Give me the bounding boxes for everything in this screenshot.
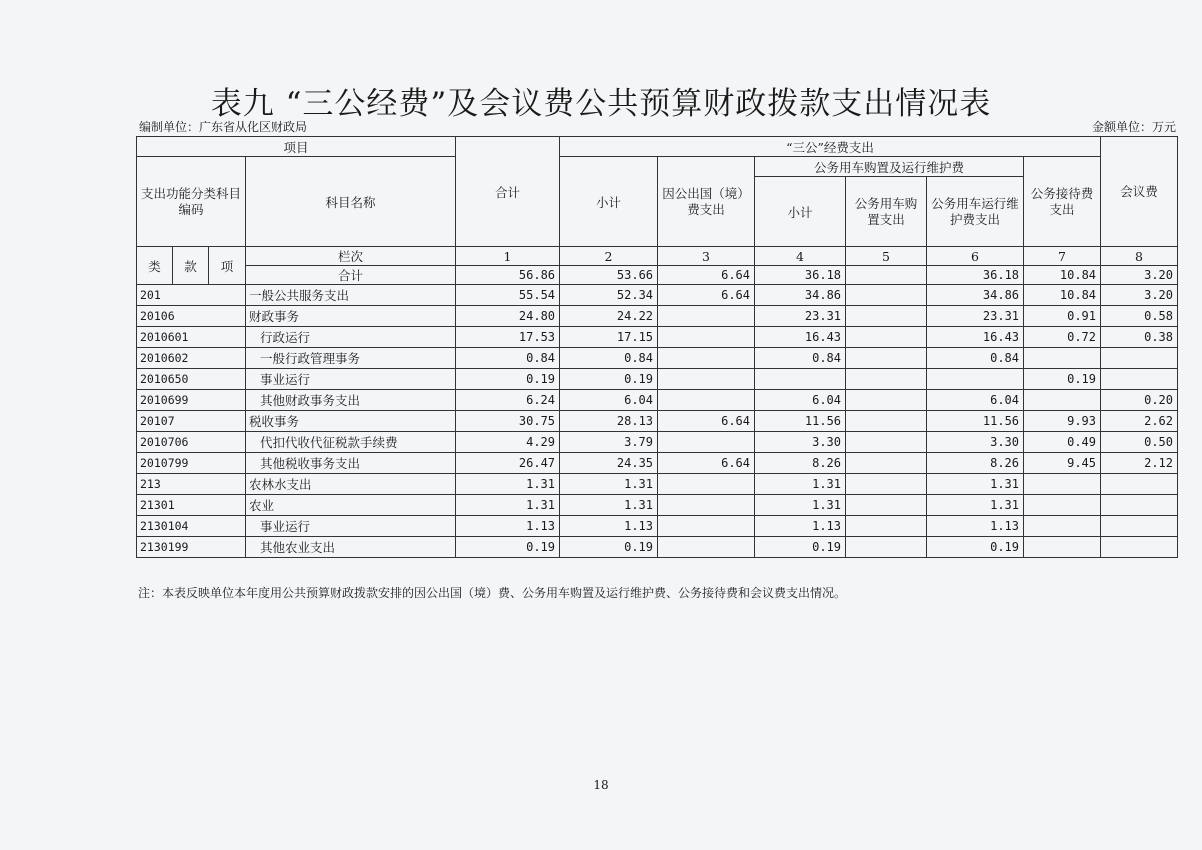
row-value-cell: 1.31 [560,474,658,495]
row-subject-name: 税收事务 [246,411,456,432]
row-value-cell: 9.45 [1024,453,1101,474]
header-sangong: “三公”经费支出 [560,137,1101,157]
row-value-cell: 11.56 [927,411,1024,432]
row-value-cell: 10.84 [1024,285,1101,306]
total-cell: 3.20 [1101,266,1178,285]
row-value-cell: 17.15 [560,327,658,348]
row-value-cell [1101,537,1178,558]
row-value-cell: 1.31 [456,495,560,516]
footnote: 注：本表反映单位本年度用公共预算财政拨款安排的因公出国（境）费、公务用车购置及运行维护费、公务接待费和会议费支出情况。 [138,586,847,600]
row-value-cell [658,495,755,516]
row-value-cell: 6.04 [927,390,1024,411]
header-subtotal: 小计 [560,157,658,247]
total-cell: 36.18 [755,266,846,285]
row-subject-name: 事业运行 [246,369,456,390]
table-row [137,306,1178,327]
table-row [137,537,1178,558]
row-value-cell [927,369,1024,390]
header-vehicle-purchase: 公务用车购置支出 [846,177,927,247]
row-code: 2010650 [137,369,246,390]
row-value-cell: 6.64 [658,285,755,306]
row-code: 213 [137,474,246,495]
row-subject-name: 财政事务 [246,306,456,327]
row-code: 2010699 [137,390,246,411]
row-value-cell [846,537,927,558]
row-value-cell [846,474,927,495]
row-value-cell: 2.62 [1101,411,1178,432]
row-value-cell [1024,474,1101,495]
row-code: 2010799 [137,453,246,474]
header-abroad: 因公出国（境）费支出 [658,157,755,247]
row-value-cell: 6.24 [456,390,560,411]
total-cell: 56.86 [456,266,560,285]
col-num: 1 [456,247,560,266]
row-value-cell: 0.50 [1101,432,1178,453]
header-kuan: 款 [173,247,209,285]
row-value-cell: 24.80 [456,306,560,327]
row-value-cell: 1.13 [560,516,658,537]
row-value-cell: 8.26 [927,453,1024,474]
row-value-cell: 3.20 [1101,285,1178,306]
row-value-cell: 24.22 [560,306,658,327]
row-value-cell [846,516,927,537]
row-value-cell: 23.31 [755,306,846,327]
col-num: 3 [658,247,755,266]
row-subject-name: 农林水支出 [246,474,456,495]
col-num: 4 [755,247,846,266]
row-value-cell: 1.13 [456,516,560,537]
row-value-cell [1101,474,1178,495]
page-title: 表九 “三公经费”及会议费公共预算财政拨款支出情况表 [210,86,992,122]
row-value-cell: 0.20 [1101,390,1178,411]
col-num: 8 [1101,247,1178,266]
row-value-cell: 26.47 [456,453,560,474]
row-value-cell: 1.31 [755,474,846,495]
amount-unit: 金额单位：万元 [1091,120,1176,134]
row-value-cell [846,390,927,411]
row-value-cell: 34.86 [927,285,1024,306]
row-value-cell: 2.12 [1101,453,1178,474]
row-value-cell: 23.31 [927,306,1024,327]
row-subject-name: 一般行政管理事务 [246,348,456,369]
row-subject-name: 事业运行 [246,516,456,537]
row-value-cell: 1.31 [927,495,1024,516]
row-value-cell: 0.19 [456,369,560,390]
row-value-cell: 9.93 [1024,411,1101,432]
row-value-cell [846,495,927,516]
row-value-cell: 0.84 [755,348,846,369]
row-subject-name: 行政运行 [246,327,456,348]
row-code: 21301 [137,495,246,516]
row-value-cell: 0.84 [560,348,658,369]
row-value-cell: 0.84 [456,348,560,369]
total-cell [846,266,927,285]
header-lanci: 栏次 [246,247,456,266]
row-value-cell: 1.13 [927,516,1024,537]
row-value-cell [658,327,755,348]
row-value-cell: 1.31 [755,495,846,516]
row-value-cell [658,537,755,558]
table-row [137,348,1178,369]
row-code: 20107 [137,411,246,432]
row-code: 2130199 [137,537,246,558]
header-func-code: 支出功能分类科目编码 [137,157,246,247]
row-value-cell [1024,348,1101,369]
row-value-cell [846,369,927,390]
row-value-cell: 1.13 [755,516,846,537]
row-value-cell [846,285,927,306]
header-meeting: 会议费 [1101,137,1178,247]
row-value-cell [658,516,755,537]
row-value-cell: 1.31 [927,474,1024,495]
row-value-cell: 6.04 [755,390,846,411]
table-row [137,369,1178,390]
row-value-cell: 0.19 [755,537,846,558]
row-value-cell [846,411,927,432]
row-value-cell [755,369,846,390]
col-num: 2 [560,247,658,266]
row-code: 201 [137,285,246,306]
total-cell: 10.84 [1024,266,1101,285]
table-row [137,285,1178,306]
row-value-cell [846,348,927,369]
row-value-cell: 8.26 [755,453,846,474]
total-cell: 36.18 [927,266,1024,285]
row-value-cell: 0.19 [927,537,1024,558]
table-row [137,474,1178,495]
row-value-cell [1101,369,1178,390]
table-row [137,432,1178,453]
header-lei: 类 [137,247,173,285]
row-code: 2010706 [137,432,246,453]
row-value-cell: 17.53 [456,327,560,348]
row-value-cell: 55.54 [456,285,560,306]
row-value-cell: 1.31 [560,495,658,516]
row-code: 2010602 [137,348,246,369]
row-code: 20106 [137,306,246,327]
row-value-cell: 0.19 [456,537,560,558]
row-value-cell: 0.19 [560,537,658,558]
header-vehicle: 公务用车购置及运行维护费 [755,157,1024,177]
total-cell: 6.64 [658,266,755,285]
row-value-cell: 34.86 [755,285,846,306]
row-subject-name: 一般公共服务支出 [246,285,456,306]
expenditure-table [136,136,1178,558]
row-subject-name: 农业 [246,495,456,516]
row-value-cell: 11.56 [755,411,846,432]
row-value-cell: 0.84 [927,348,1024,369]
page-number: 18 [593,778,609,792]
row-value-cell [1024,495,1101,516]
row-value-cell: 6.04 [560,390,658,411]
row-value-cell [846,327,927,348]
header-reception: 公务接待费支出 [1024,157,1101,247]
header-project: 项目 [137,137,456,157]
header-total: 合计 [456,137,560,247]
row-value-cell: 16.43 [755,327,846,348]
row-code: 2130104 [137,516,246,537]
row-value-cell [1024,516,1101,537]
row-value-cell: 28.13 [560,411,658,432]
row-value-cell: 30.75 [456,411,560,432]
col-num: 7 [1024,247,1101,266]
row-value-cell [1101,348,1178,369]
table-row [137,390,1178,411]
header-vehicle-subtotal: 小计 [755,177,846,247]
row-value-cell: 3.30 [755,432,846,453]
row-value-cell [658,348,755,369]
table-body [137,285,1178,558]
row-value-cell [658,474,755,495]
header-vehicle-run: 公务用车运行维护费支出 [927,177,1024,247]
compiling-unit: 编制单位：广东省从化区财政局 [139,120,308,134]
row-value-cell [658,390,755,411]
row-value-cell [1024,390,1101,411]
table-row [137,453,1178,474]
row-value-cell: 3.79 [560,432,658,453]
total-cell: 53.66 [560,266,658,285]
row-value-cell: 6.64 [658,453,755,474]
row-value-cell [1101,495,1178,516]
col-num: 5 [846,247,927,266]
row-code: 2010601 [137,327,246,348]
row-value-cell [658,369,755,390]
row-value-cell: 0.19 [560,369,658,390]
table-row [137,516,1178,537]
row-subject-name: 其他财政事务支出 [246,390,456,411]
row-value-cell: 0.58 [1101,306,1178,327]
row-value-cell: 0.49 [1024,432,1101,453]
row-value-cell: 6.64 [658,411,755,432]
row-value-cell: 0.72 [1024,327,1101,348]
row-subject-name: 其他农业支出 [246,537,456,558]
row-value-cell [1101,516,1178,537]
header-subject-name: 科目名称 [246,157,456,247]
row-value-cell [658,432,755,453]
row-value-cell [1024,537,1101,558]
row-value-cell: 0.19 [1024,369,1101,390]
row-value-cell [846,432,927,453]
row-value-cell: 24.35 [560,453,658,474]
row-value-cell [658,306,755,327]
table-row [137,327,1178,348]
row-value-cell: 0.38 [1101,327,1178,348]
table-row [137,495,1178,516]
total-row-label: 合计 [246,266,456,285]
row-value-cell [846,453,927,474]
row-value-cell: 0.91 [1024,306,1101,327]
row-value-cell: 3.30 [927,432,1024,453]
row-value-cell: 1.31 [456,474,560,495]
header-xiang: 项 [209,247,246,285]
row-subject-name: 其他税收事务支出 [246,453,456,474]
row-value-cell: 4.29 [456,432,560,453]
row-value-cell: 52.34 [560,285,658,306]
row-value-cell [846,306,927,327]
row-subject-name: 代扣代收代征税款手续费 [246,432,456,453]
table-row [137,411,1178,432]
col-num: 6 [927,247,1024,266]
row-value-cell: 16.43 [927,327,1024,348]
